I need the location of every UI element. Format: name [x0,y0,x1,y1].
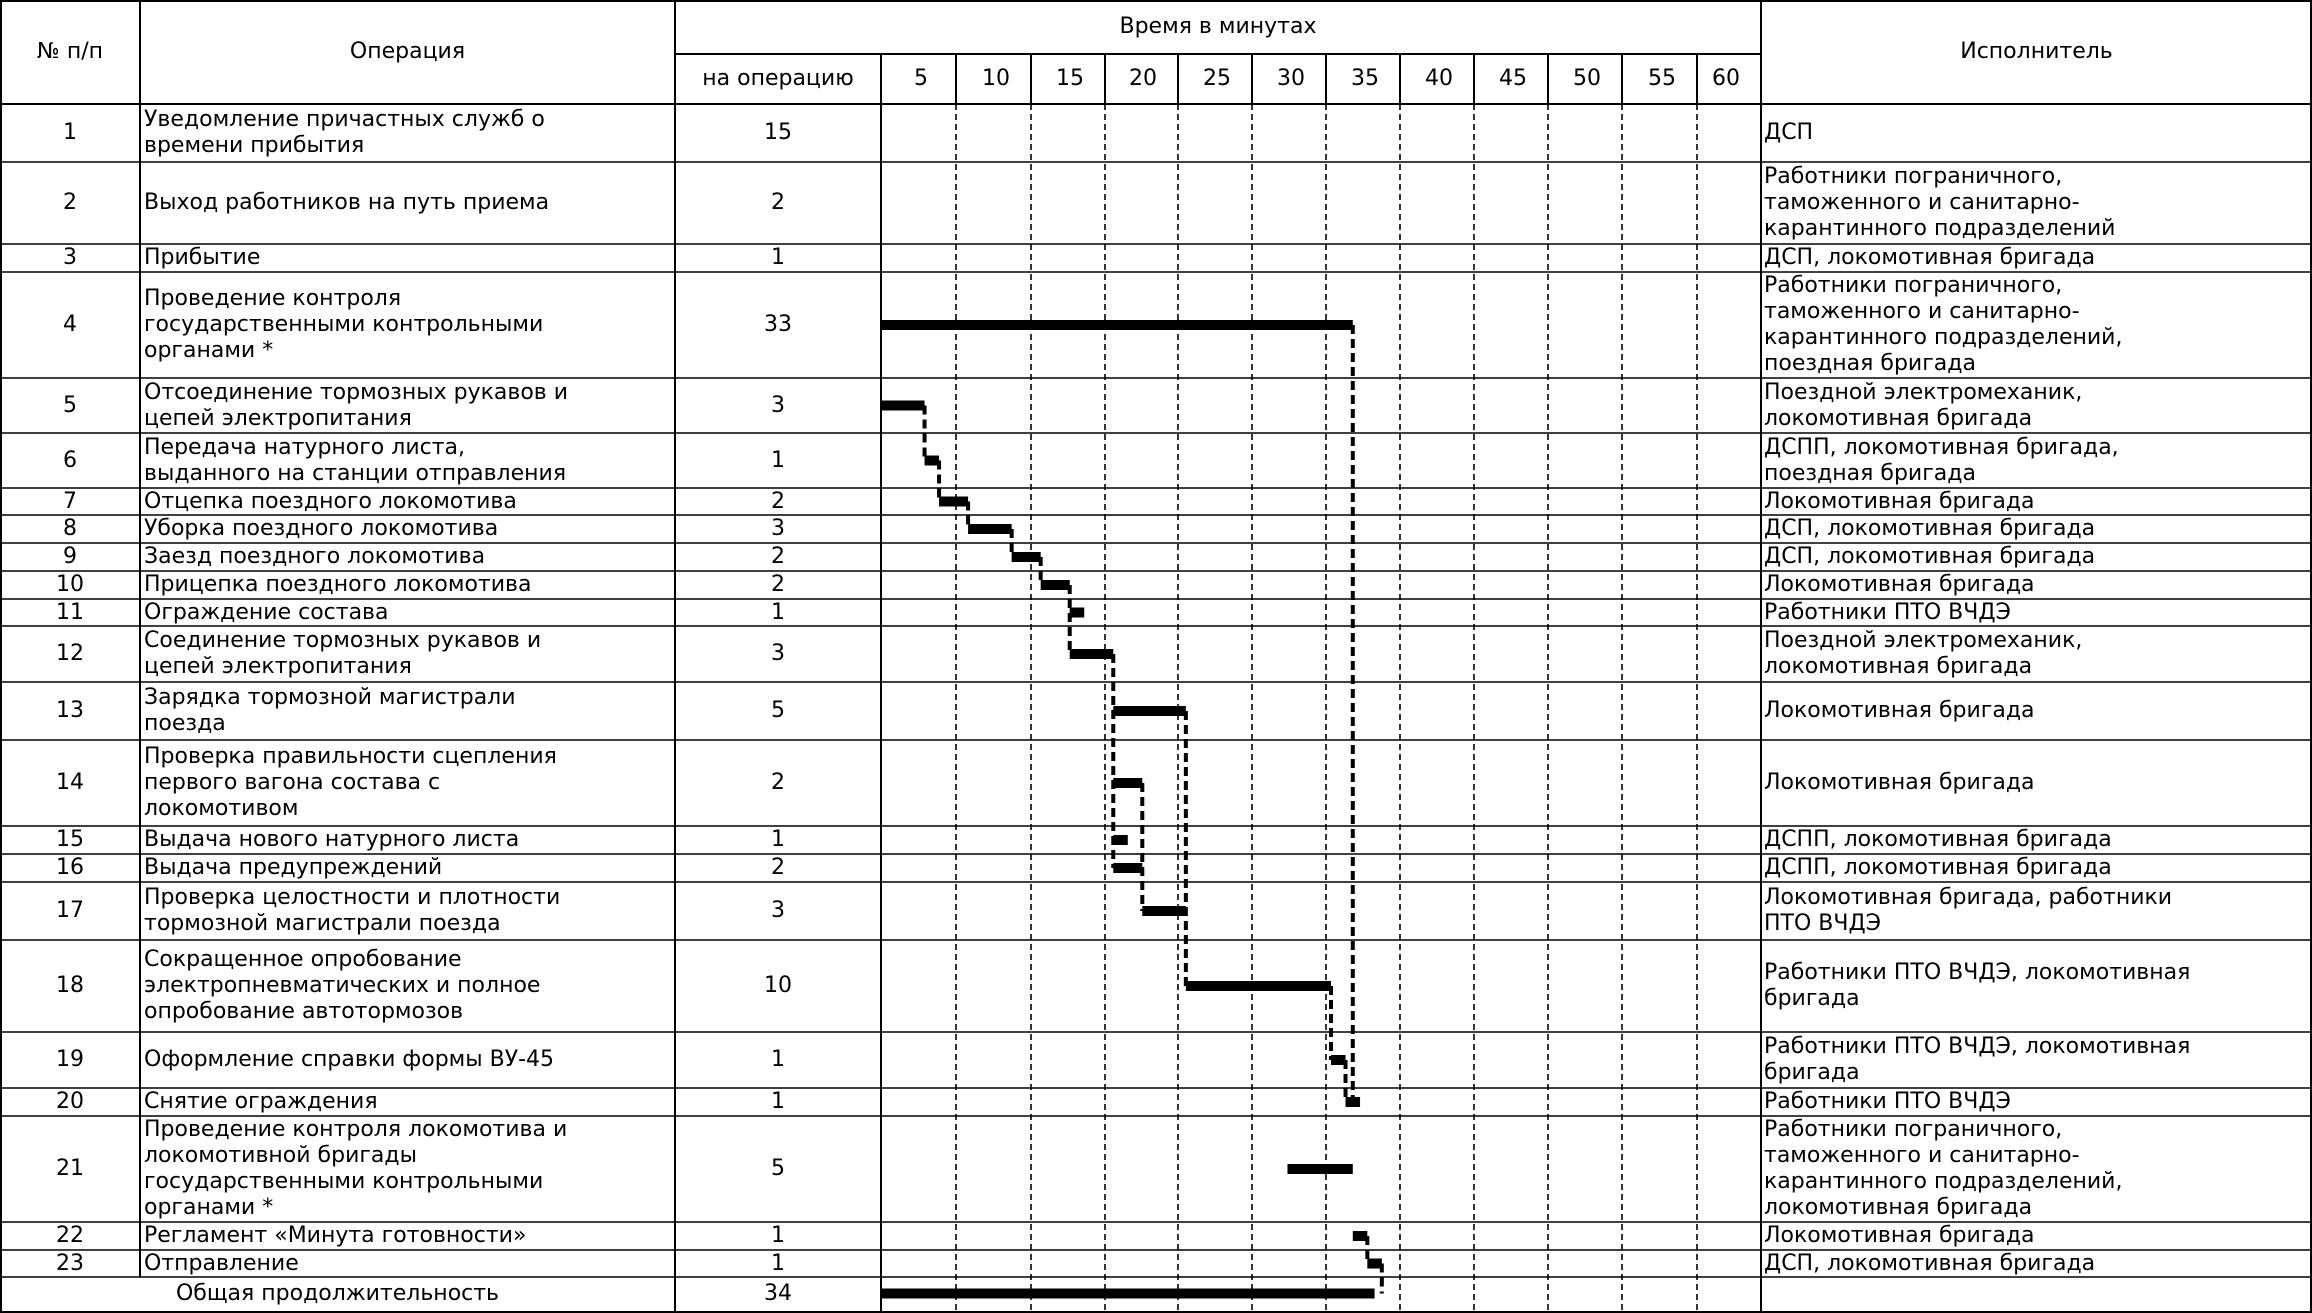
gantt-bar [968,524,1012,534]
executor-name: Работники пограничного, таможенного и санитарно- карантинного подразделений [1764,164,2116,241]
gantt-bar [881,320,1353,330]
gantt-bar [1367,1259,1382,1269]
executor-name: ДСПП, локомотивная бригада [1764,855,2112,880]
row-number: 9 [63,544,77,569]
executor-name: Работники пограничного, таможенного и санитарно- карантинного подразделений, локомотивная бригада [1764,1117,2123,1220]
operation-name: Уведомление причастных служб о времени прибытия [144,107,545,158]
operation-duration: 1 [771,1223,785,1248]
operation-name: Проведение контроля локомотива и локомотивной бригады государственными контрольными органами * [144,1117,568,1220]
operation-duration: 1 [771,827,785,852]
total-label: Общая продолжительность [175,1280,500,1306]
executor-name: Локомотивная бригада [1764,770,2035,795]
gantt-bar [1186,981,1331,991]
executor-name: Работники пограничного, таможенного и санитарно- карантинного подразделений, поездная бригада [1764,273,2123,376]
time-scale-label: 30 [1277,66,1305,91]
executor-name: Локомотивная бригада [1764,488,2035,514]
operation-name: Уборка поездного локомотива [144,516,499,541]
gantt-bar [939,497,968,507]
executor-name: Поездной электромеханик, локомотивная бригада [1764,628,2083,679]
row-number: 6 [63,447,77,473]
executor-name: ДСП [1764,120,1814,145]
operation-duration: 1 [771,1089,785,1114]
header-executor: Исполнитель [1960,39,2113,64]
time-scale-label: 10 [982,66,1010,91]
executor-name: Работники ПТО ВЧДЭ, локомотивная бригада [1764,1034,2191,1085]
operation-name: Зарядка тормозной магистрали поезда [144,685,516,736]
executor-name: Локомотивная бригада, работники ПТО ВЧДЭ [1764,885,2173,936]
row-number: 14 [56,770,84,795]
operation-name: Выдача нового натурного листа [144,827,520,852]
gantt-bar [1113,706,1186,716]
header-per-operation: на операцию [702,66,854,91]
operation-name: Отсоединение тормозных рукавов и цепей электропитания [144,379,569,431]
executor-name: Работники ПТО ВЧДЭ [1764,1089,2011,1114]
operation-duration: 3 [771,516,785,541]
operation-duration: 3 [771,898,785,923]
row-number: 19 [56,1047,84,1072]
row-number: 12 [56,641,84,666]
executor-name: ДСПП, локомотивная бригада [1764,827,2112,852]
row-number: 3 [63,245,77,270]
row-number: 21 [56,1156,84,1181]
row-number: 2 [63,190,77,215]
header-time-group: Время в минутах [1119,14,1317,39]
executor-name: ДСП, локомотивная бригада [1764,544,2096,569]
gantt-bar [1070,649,1114,659]
time-scale-label: 55 [1648,66,1676,91]
gantt-bar [1012,552,1041,562]
operation-name: Оформление справки формы ВУ-45 [144,1047,555,1072]
gantt-bar [1331,1055,1346,1065]
operation-duration: 1 [771,1250,785,1276]
time-scale-label: 50 [1573,66,1601,91]
operation-name: Передача натурного листа, выданного на станции отправления [144,434,567,486]
executor-name: Работники ПТО ВЧДЭ [1764,599,2011,625]
executor-name: Работники ПТО ВЧДЭ, локомотивная бригада [1764,960,2191,1011]
total-duration: 34 [764,1280,792,1306]
executor-name: Поездной электромеханик, локомотивная бригада [1764,379,2083,431]
row-number: 5 [63,392,77,418]
operation-name: Проведение контроля государственными контрольными органами * [144,286,544,363]
operation-duration: 2 [771,190,785,215]
gantt-bar [1041,580,1070,590]
time-scale-label: 5 [914,66,928,91]
row-number: 8 [63,516,77,541]
time-scale-label: 25 [1203,66,1231,91]
operation-name: Отцепка поездного локомотива [144,488,517,514]
gantt-bar [881,401,925,411]
total-duration-bar [881,1289,1375,1299]
gantt-bar [1070,608,1085,618]
operation-name: Сокращенное опробование электропневматических и полное опробование автотормозов [144,947,541,1024]
operation-name: Проверка правильности сцепления первого вагона состава с локомотивом [144,744,557,821]
operation-name: Выход работников на путь приема [144,190,550,215]
operation-name: Заезд поездного локомотива [144,544,486,569]
row-number: 1 [63,120,77,145]
operation-duration: 1 [771,245,785,270]
gantt-bar [925,456,940,466]
operation-duration: 3 [771,392,785,418]
row-number: 23 [56,1250,84,1276]
operation-duration: 1 [771,599,785,625]
header-operation: Операция [349,39,466,64]
operation-duration: 1 [771,447,785,473]
row-number: 16 [56,855,84,880]
executor-name: Локомотивная бригада [1764,572,2035,597]
operation-name: Выдача предупреждений [144,855,443,880]
operation-duration: 33 [764,312,792,337]
time-scale-label: 60 [1712,66,1740,91]
operation-duration: 5 [771,1156,785,1181]
time-scale-label: 20 [1129,66,1157,91]
operation-duration: 2 [771,855,785,880]
operation-name: Соединение тормозных рукавов и цепей электропитания [144,628,542,679]
row-number: 10 [56,572,84,597]
row-number: 18 [56,973,84,998]
operation-name: Ограждение состава [144,599,389,625]
gantt-bar [1113,778,1142,788]
operation-name: Прибытие [144,245,261,270]
executor-name: ДСП, локомотивная бригада [1764,245,2096,270]
gantt-bar [1142,906,1186,916]
time-scale-label: 15 [1056,66,1084,91]
operation-duration: 3 [771,641,785,666]
operation-name: Снятие ограждения [144,1089,378,1114]
gantt-bar [1287,1164,1352,1174]
operation-duration: 2 [771,488,785,514]
executor-name: Локомотивная бригада [1764,698,2035,723]
time-scale-label: 45 [1499,66,1527,91]
operation-duration: 10 [764,973,792,998]
executor-name: ДСП, локомотивная бригада [1764,1250,2096,1276]
operation-name: Проверка целостности и плотности тормозной магистрали поезда [144,885,561,936]
row-number: 17 [56,898,84,923]
executor-name: Локомотивная бригада [1764,1223,2035,1248]
operation-duration: 15 [764,120,792,145]
operation-name: Регламент «Минута готовности» [144,1223,527,1248]
time-scale-label: 40 [1425,66,1453,91]
time-scale-label: 35 [1351,66,1379,91]
row-number: 15 [56,827,84,852]
executor-name: ДСП, локомотивная бригада [1764,516,2096,541]
row-number: 11 [56,599,84,625]
row-number: 4 [63,312,77,337]
executor-name: ДСПП, локомотивная бригада, поездная бригада [1764,434,2119,486]
operation-name: Отправление [144,1250,299,1276]
operation-duration: 2 [771,544,785,569]
operation-duration: 2 [771,572,785,597]
gantt-bar [1113,835,1128,845]
row-number: 13 [56,698,84,723]
operation-duration: 5 [771,698,785,723]
operation-duration: 2 [771,770,785,795]
gantt-bar [1113,863,1142,873]
operation-name: Прицепка поездного локомотива [144,572,532,597]
row-number: 22 [56,1223,84,1248]
row-number: 20 [56,1089,84,1114]
header-number: № п/п [36,39,104,64]
operation-duration: 1 [771,1047,785,1072]
row-number: 7 [63,488,77,514]
gantt-bar [1353,1231,1368,1241]
